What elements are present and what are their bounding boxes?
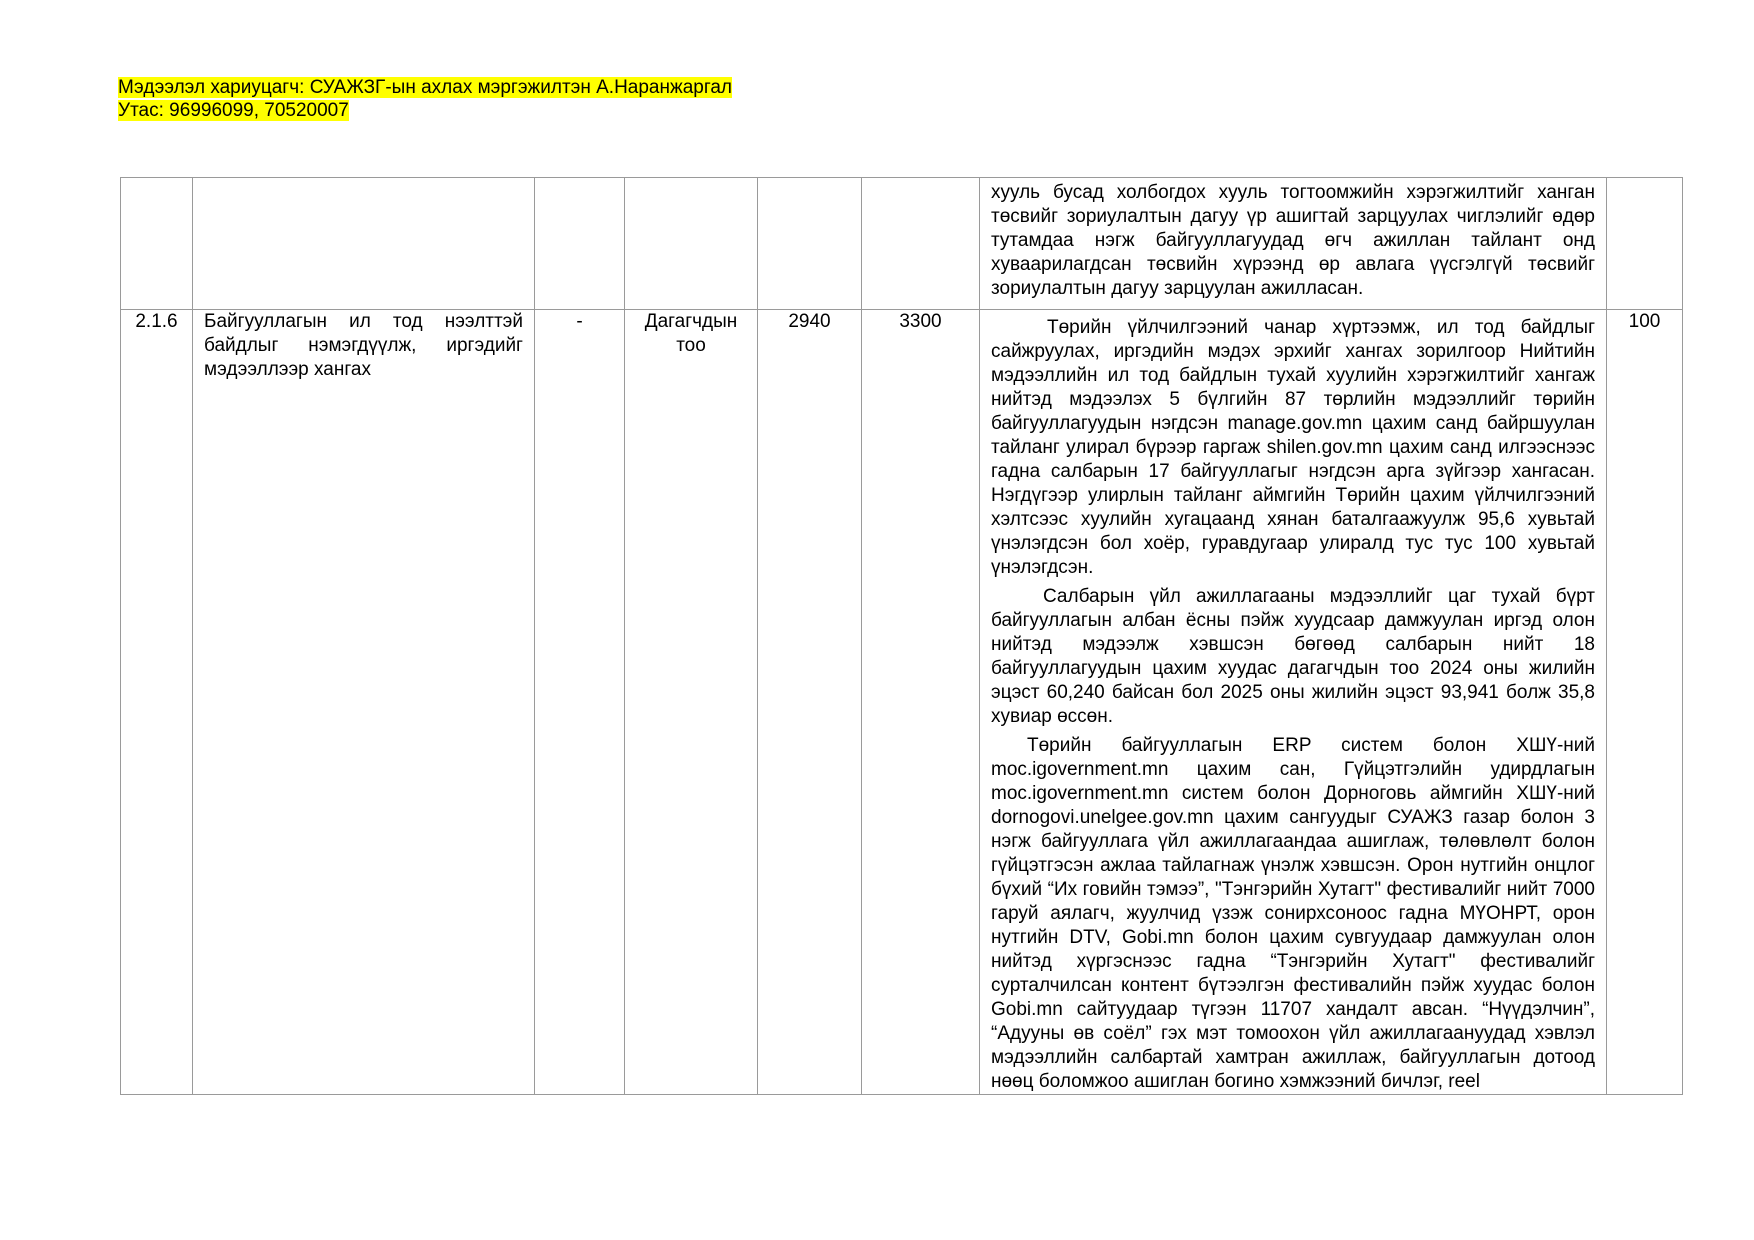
table-row (121, 178, 1683, 310)
description-paragraph: Салбарын үйл ажиллагааны мэдээллийг цаг тухай бүрт байгууллагын албан ёсны пэйж хуудсаар дамжуулан иргэд олон нийтэд мэдээлж хэвшсэн бөгөөд салбарын нийт 18 байгууллагуудын цахим хуудас дагагчдын тоо 2024 оны жилийн эцэст 60,240 байсан бол 2025 оны жилийн эцэст 93,941 болж 35,8 хувиар өссөн. (991, 586, 1595, 727)
cell-goal: Байгууллагын ил тод нээлттэй байдлыг нэмэгдүүлж, иргэдийг мэдээллээр хангах (193, 310, 535, 1095)
cell-score: 100 (1607, 310, 1683, 1095)
contact-phone: Утас: 96996099, 70520007 (118, 100, 349, 121)
table-row (121, 310, 1683, 1095)
cell-baseline: - (535, 310, 625, 1095)
cell-indicator (625, 178, 758, 310)
cell-value-a: 2940 (758, 310, 862, 1095)
cell-value-b (862, 178, 980, 310)
cell-score (1607, 178, 1683, 310)
cell-description (980, 178, 1607, 310)
cell-value-a (758, 178, 862, 310)
contact-person: Мэдээлэл хариуцагч: СУАЖЗГ-ын ахлах мэргэжилтэн А.Наранжаргал (118, 77, 733, 98)
cell-code (121, 178, 193, 310)
cell-indicator: Дагагчдын тоо (625, 310, 758, 1095)
report-table (120, 177, 1683, 1095)
cell-description (980, 310, 1607, 1095)
cell-goal (193, 178, 535, 310)
cell-code: 2.1.6 (121, 310, 193, 1095)
header-block (118, 76, 732, 122)
cell-value-b: 3300 (862, 310, 980, 1095)
description-paragraph: Төрийн үйлчилгээний чанар хүртээмж, ил тод байдлыг сайжруулах, иргэдийн мэдэх эрхийг хангах зорилгоор Нийтийн мэдээллийн ил тод байдлын тухай хуулийн хэрэгжилтийг хангаж нийтэд мэдээлэх 5 бүлгийн 87 төрлийн мэдээллийг төрийн байгууллагуудын нэгдсэн manage.gov.mn цахим санд байршуулан тайланг улирал бүрээр гаргаж shilen.gov.mn цахим санд илгээснээс гадна салбарын 17 байгууллагыг нэгдсэн арга зүйгээр хангасан. Нэгдүгээр улирлын тайланг аймгийн Төрийн цахим үйлчилгээний хэлтсээс хуулийн хугацаанд хянан баталгаажуулж 95,6 хувьтай үнэлэгдсэн бол хоёр, гуравдугаар улиралд тус тус 100 хувьтай үнэлэгдсэн. (991, 317, 1595, 578)
description-paragraph: Төрийн байгууллагын ERP систем болон ХШҮ-ний moc.igovernment.mn цахим сан, Гүйцэтгэлийн удирдлагын moc.igovernment.mn систем болон Дорноговь аймгийн ХШҮ-ний dornogovi.unelgee.gov.mn цахим сангуудыг СУАЖЗ газар болон 3 нэгж байгууллага үйл ажиллагаандаа ашиглаж, төлөвлөлт болон гүйцэтгэсэн ажлаа тайлагнаж үнэлж хэвшсэн. Орон нутгийн онцлог бүхий “Их говийн тэмээ”, "Тэнгэрийн Хутагт" фестивалийг нийт 7000 гаруй аялагч, жуулчид үзэж сонирхсоноос гадна МҮОНРТ, орон нутгийн DTV, Gobi.mn болон цахим сувгуудаар дамжуулан олон нийтэд хүргэснээс гадна “Тэнгэрийн Хутагт" фестивалийг сурталчилсан контент бүтээлгэн фестивалийн пэйж хуудас болон Gobi.mn сайтуудаар түгээн 11707 хандалт авсан. “Нүүдэлчин”, “Адууны өв соёл” гэх мэт томоохон үйл ажиллагаануудад хэвлэл мэдээллийн салбартай хамтран ажиллаж, байгууллагын дотоод нөөц боломжоо ашиглан богино хэмжээний бичлэг, reel (991, 735, 1595, 1092)
description-text: хууль бусад холбогдох хууль тогтоомжийн хэрэгжилтийг ханган төсвийг зориулалтын дагуу үр ашигтай зарцуулах чиглэлийг өдөр тутамдаа нэгж байгууллагуудад өгч ажиллан тайлант онд хуваарилагдсан төсвийн хүрээнд өр авлага үүсгэлгүй төсвийг зориулалтын дагуу зарцуулан ажилласан. (991, 182, 1595, 299)
cell-baseline (535, 178, 625, 310)
